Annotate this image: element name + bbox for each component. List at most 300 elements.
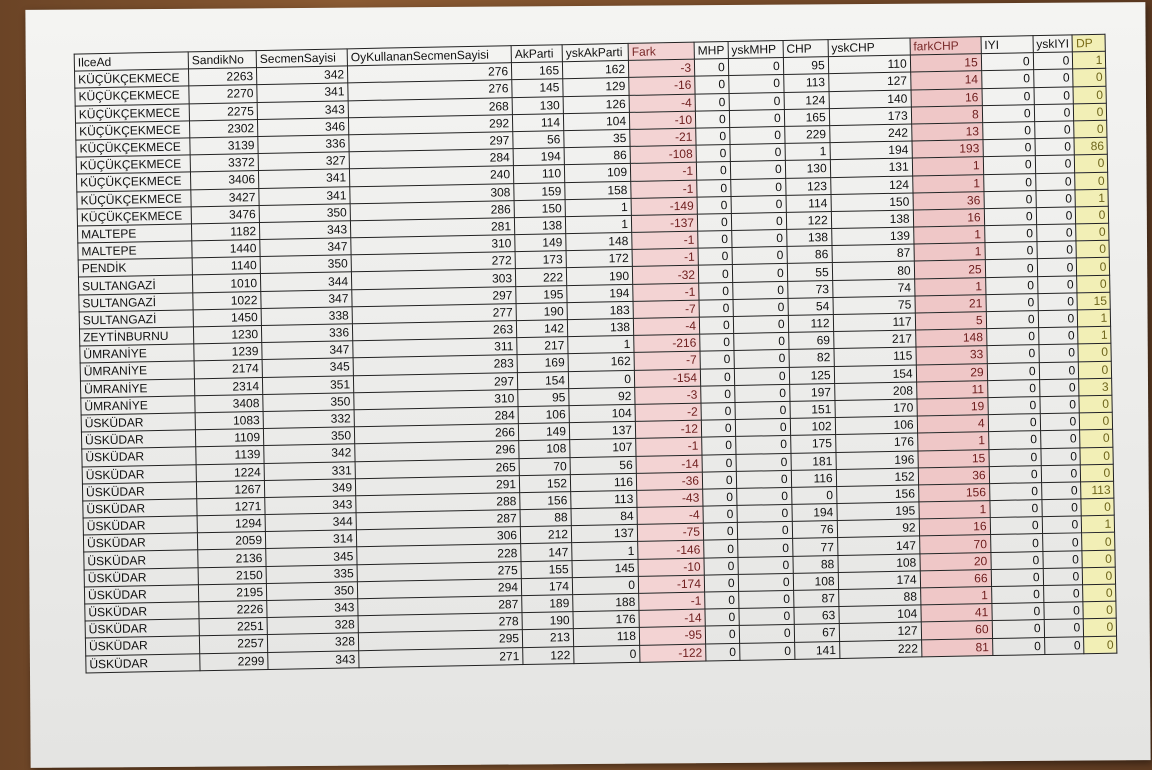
cell-iyi: 0 [990,500,1042,518]
cell-ilcead: ÜSKÜDAR [84,550,198,569]
cell-oykullanansecmensayisi: 271 [359,647,523,667]
cell-iyi: 0 [981,53,1033,71]
cell-iyi: 0 [987,345,1039,363]
cell-chp: 130 [785,160,830,178]
cell-secmensayisi: 331 [264,461,355,480]
cell-yskmhp: 0 [732,247,787,265]
cell-yskakparti: 162 [562,61,628,79]
cell-chp: 229 [784,126,829,144]
cell-akparti: 194 [513,148,564,166]
cell-yskchp: 127 [828,72,910,91]
cell-fark: -95 [639,626,705,644]
cell-oykullanansecmensayisi: 308 [350,183,514,203]
cell-chp: 124 [784,91,829,109]
cell-yskchp: 140 [829,90,911,109]
cell-chp: 122 [786,211,831,229]
cell-iyi: 0 [986,311,1038,329]
cell-dp: 0 [1080,447,1113,465]
cell-yskmhp: 0 [737,504,792,522]
cell-ilcead: KÜÇÜKÇEKMECE [76,138,190,157]
spreadsheet-printout [74,34,1118,673]
cell-farkchp: 1 [919,501,990,520]
cell-akparti: 88 [520,509,571,527]
cell-oykullanansecmensayisi: 294 [357,578,521,598]
cell-secmensayisi: 345 [266,547,357,566]
cell-oykullanansecmensayisi: 288 [356,492,520,512]
cell-chp: 138 [786,229,831,247]
cell-iyi: 0 [985,276,1037,294]
cell-ilcead: ÜSKÜDAR [83,516,197,535]
cell-akparti: 152 [519,474,570,492]
cell-oykullanansecmensayisi: 291 [355,475,519,495]
cell-yskiyi: 0 [1038,293,1078,311]
cell-yskchp: 154 [834,365,916,384]
cell-akparti: 190 [522,612,573,630]
cell-dp: 0 [1083,567,1116,585]
cell-secmensayisi: 341 [258,169,349,188]
cell-yskiyi: 0 [1044,619,1084,637]
cell-dp: 113 [1081,481,1114,499]
cell-oykullanansecmensayisi: 228 [357,544,521,564]
cell-yskiyi: 0 [1038,310,1078,328]
cell-chp: 197 [789,383,834,401]
cell-sandikno: 1294 [197,515,265,533]
cell-secmensayisi: 341 [259,186,350,205]
cell-chp: 87 [793,590,838,608]
cell-yskmhp: 0 [735,401,790,419]
cell-secmensayisi: 327 [258,152,349,171]
cell-yskchp: 194 [830,141,912,160]
cell-yskchp: 88 [838,588,920,607]
cell-yskakparti: 113 [571,490,637,508]
cell-chp: 55 [787,263,832,281]
cell-fark: -12 [635,420,701,438]
cell-sandikno: 2251 [199,618,267,636]
column-header-ilcead: IlceAd [74,52,188,71]
cell-dp: 1 [1082,515,1115,533]
cell-yskakparti: 188 [573,593,639,611]
cell-akparti: 114 [512,113,563,131]
cell-dp: 0 [1076,240,1109,258]
cell-yskchp: 110 [828,55,910,74]
cell-farkchp: 36 [913,191,984,210]
cell-yskakparti: 1 [565,198,631,216]
cell-dp: 3 [1079,378,1112,396]
cell-sandikno: 1267 [196,480,264,498]
cell-mhp: 0 [701,402,735,420]
cell-oykullanansecmensayisi: 278 [358,613,522,633]
cell-yskakparti: 104 [563,112,629,130]
cell-oykullanansecmensayisi: 283 [353,355,517,375]
cell-fark: -14 [636,455,702,473]
cell-iyi: 0 [989,448,1041,466]
cell-iyi: 0 [990,517,1042,535]
cell-ilcead: ÜMRANİYE [81,396,195,415]
cell-iyi: 0 [984,225,1036,243]
column-header-secmensayisi: SecmenSayisi [256,49,347,68]
cell-yskchp: 152 [836,468,918,487]
cell-yskchp: 156 [836,485,918,504]
cell-chp: 194 [792,504,837,522]
cell-mhp: 0 [705,626,739,644]
cell-ilcead: ÜSKÜDAR [85,636,199,655]
cell-yskmhp: 0 [737,522,792,540]
cell-akparti: 95 [518,388,569,406]
cell-sandikno: 2314 [194,377,262,395]
cell-ilcead: ÜSKÜDAR [84,585,198,604]
cell-akparti: 155 [521,560,572,578]
cell-yskchp: 75 [833,296,915,315]
cell-chp: 0 [791,486,836,504]
cell-yskmhp: 0 [736,453,791,471]
cell-fark: -3 [628,59,694,77]
cell-farkchp: 156 [918,483,989,502]
cell-dp: 0 [1076,223,1109,241]
column-header-yskiyi: yskIYI [1033,35,1073,53]
cell-iyi: 0 [992,637,1044,655]
cell-akparti: 190 [516,302,567,320]
cell-yskchp: 117 [833,313,915,332]
cell-ilcead: ÜMRANİYE [80,378,194,397]
cell-yskiyi: 0 [1035,138,1075,156]
cell-fark: -108 [630,145,696,163]
cell-yskchp: 208 [834,382,916,401]
cell-yskakparti: 158 [565,181,631,199]
cell-farkchp: 41 [921,604,992,623]
cell-secmensayisi: 342 [256,66,347,85]
cell-ilcead: KÜÇÜKÇEKMECE [76,155,190,174]
cell-iyi: 0 [983,173,1035,191]
cell-fark: -4 [633,317,699,335]
cell-fark: -3 [635,386,701,404]
cell-ilcead: ÜSKÜDAR [85,619,199,638]
cell-yskakparti: 35 [564,129,630,147]
cell-yskchp: 222 [839,639,921,658]
cell-yskakparti: 172 [566,250,632,268]
cell-fark: -10 [638,558,704,576]
cell-yskchp: 131 [830,158,912,177]
table-body [75,51,1118,672]
cell-farkchp: 8 [911,105,982,124]
cell-ilcead: KÜÇÜKÇEKMECE [76,121,190,140]
cell-akparti: 130 [512,96,563,114]
cell-akparti: 149 [518,423,569,441]
cell-iyi: 0 [991,586,1043,604]
cell-dp: 0 [1083,584,1116,602]
cell-yskmhp: 0 [729,92,784,110]
cell-secmensayisi: 335 [266,564,357,583]
cell-mhp: 0 [702,454,736,472]
cell-secmensayisi: 328 [267,616,358,635]
cell-ilcead: ÜSKÜDAR [85,602,199,621]
cell-fark: -4 [637,506,703,524]
cell-dp: 0 [1084,636,1117,654]
cell-fark: -7 [633,300,699,318]
cell-yskchp: 242 [829,124,911,143]
cell-chp: 95 [783,57,828,75]
cell-mhp: 0 [703,488,737,506]
cell-chp: 113 [783,74,828,92]
cell-yskmhp: 0 [728,58,783,76]
cell-ilcead: ÜSKÜDAR [82,481,196,500]
paper-sheet [25,2,1150,768]
cell-yskmhp: 0 [730,178,785,196]
cell-akparti: 174 [521,577,572,595]
cell-iyi: 0 [991,551,1043,569]
cell-mhp: 0 [697,196,731,214]
cell-yskiyi: 0 [1043,550,1083,568]
cell-ilcead: SULTANGAZİ [78,275,192,294]
cell-oykullanansecmensayisi: 277 [352,303,516,323]
cell-mhp: 0 [698,231,732,249]
cell-sandikno: 2226 [199,600,267,618]
cell-fark: -32 [632,266,698,284]
cell-ilcead: ÜMRANİYE [80,344,194,363]
cell-yskchp: 196 [836,450,918,469]
cell-fark: -36 [636,472,702,490]
cell-chp: 77 [792,538,837,556]
cell-yskakparti: 56 [570,456,636,474]
cell-fark: -16 [629,77,695,95]
cell-akparti: 217 [517,337,568,355]
cell-mhp: 0 [700,351,734,369]
cell-fark: -1 [632,248,698,266]
cell-yskchp: 139 [831,227,913,246]
cell-akparti: 195 [516,285,567,303]
cell-farkchp: 11 [916,380,987,399]
cell-secmensayisi: 328 [267,633,358,652]
cell-yskakparti: 176 [573,611,639,629]
cell-yskmhp: 0 [735,436,790,454]
cell-yskmhp: 0 [729,126,784,144]
cell-chp: 86 [787,246,832,264]
cell-akparti: 222 [515,268,566,286]
cell-chp: 114 [786,194,831,212]
cell-akparti: 154 [517,371,568,389]
cell-dp: 0 [1074,103,1107,121]
cell-secmensayisi: 350 [263,393,354,412]
cell-iyi: 0 [989,465,1041,483]
cell-yskchp: 80 [832,261,914,280]
election-results-table [74,34,1118,673]
cell-oykullanansecmensayisi: 287 [356,510,520,530]
cell-oykullanansecmensayisi: 266 [354,424,518,444]
cell-dp: 0 [1082,550,1115,568]
cell-akparti: 212 [520,526,571,544]
cell-chp: 112 [788,315,833,333]
cell-yskiyi: 0 [1043,568,1083,586]
cell-yskakparti: 118 [573,628,639,646]
cell-sandikno: 2270 [189,85,257,103]
cell-iyi: 0 [992,620,1044,638]
cell-oykullanansecmensayisi: 297 [352,286,516,306]
cell-fark: -7 [634,351,700,369]
cell-dp: 0 [1078,344,1111,362]
cell-sandikno: 2195 [198,583,266,601]
cell-dp: 1 [1078,309,1111,327]
cell-sandikno: 1109 [195,429,263,447]
cell-yskmhp: 0 [736,470,791,488]
cell-fark: -122 [640,644,706,662]
cell-dp: 0 [1077,258,1110,276]
cell-mhp: 0 [704,574,738,592]
cell-dp: 0 [1082,533,1115,551]
cell-yskmhp: 0 [731,195,786,213]
cell-chp: 123 [785,177,830,195]
cell-farkchp: 1 [920,587,991,606]
cell-iyi: 0 [984,190,1036,208]
cell-akparti: 142 [516,320,567,338]
cell-sandikno: 2136 [198,549,266,567]
cell-dp: 0 [1081,498,1114,516]
cell-yskiyi: 0 [1033,52,1073,70]
cell-yskakparti: 194 [567,284,633,302]
column-header-yskmhp: yskMHP [728,40,783,58]
cell-akparti: 145 [512,79,563,97]
cell-yskmhp: 0 [738,573,793,591]
cell-yskchp: 173 [829,107,911,126]
cell-yskmhp: 0 [728,75,783,93]
cell-sandikno: 3408 [195,394,263,412]
cell-yskmhp: 0 [737,539,792,557]
cell-iyi: 0 [990,534,1042,552]
cell-sandikno: 2275 [189,102,257,120]
cell-farkchp: 1 [914,277,985,296]
cell-sandikno: 2299 [200,652,268,670]
cell-sandikno: 1230 [193,326,261,344]
cell-secmensayisi: 343 [268,650,359,669]
cell-mhp: 0 [705,609,739,627]
cell-yskiyi: 0 [1035,172,1075,190]
cell-mhp: 0 [700,334,734,352]
cell-ilcead: KÜÇÜKÇEKMECE [77,207,191,226]
cell-chp: 151 [790,400,835,418]
cell-chp: 102 [790,418,835,436]
cell-akparti: 138 [514,217,565,235]
cell-yskiyi: 0 [1039,379,1079,397]
cell-oykullanansecmensayisi: 284 [354,407,518,427]
cell-farkchp: 16 [919,518,990,537]
cell-secmensayisi: 344 [260,272,351,291]
cell-dp: 0 [1079,361,1112,379]
cell-mhp: 0 [699,316,733,334]
cell-chp: 165 [784,108,829,126]
cell-oykullanansecmensayisi: 311 [353,338,517,358]
cell-secmensayisi: 350 [263,427,354,446]
cell-chp: 116 [791,469,836,487]
cell-mhp: 0 [698,265,732,283]
cell-yskchp: 170 [835,399,917,418]
cell-mhp: 0 [695,93,729,111]
cell-chp: 175 [790,435,835,453]
cell-chp: 141 [794,641,839,659]
cell-ilcead: ÜSKÜDAR [81,413,195,432]
cell-akparti: 156 [520,491,571,509]
cell-secmensayisi: 343 [259,221,350,240]
cell-yskiyi: 0 [1040,413,1080,431]
cell-farkchp: 4 [917,415,988,434]
cell-mhp: 0 [703,506,737,524]
cell-fark: -43 [637,489,703,507]
cell-dp: 0 [1075,155,1108,173]
cell-yskakparti: 183 [567,301,633,319]
cell-yskmhp: 0 [739,625,794,643]
cell-yskakparti: 126 [563,95,629,113]
cell-dp: 0 [1083,601,1116,619]
cell-yskiyi: 0 [1034,86,1074,104]
column-header-sandikno: SandikNo [188,51,256,69]
cell-secmensayisi: 336 [258,135,349,154]
cell-yskchp: 195 [837,502,919,521]
cell-yskakparti: 1 [572,542,638,560]
cell-yskiyi: 0 [1041,465,1081,483]
cell-yskchp: 104 [839,605,921,624]
cell-mhp: 0 [704,540,738,558]
cell-dp: 0 [1073,86,1106,104]
column-header-chp: CHP [783,40,828,58]
cell-ilcead: SULTANGAZİ [79,310,193,329]
cell-sandikno: 1010 [192,274,260,292]
cell-secmensayisi: 338 [261,307,352,326]
cell-mhp: 0 [696,145,730,163]
cell-yskmhp: 0 [738,556,793,574]
cell-iyi: 0 [983,139,1035,157]
cell-yskakparti: 0 [574,645,640,663]
cell-chp: 67 [794,624,839,642]
cell-yskakparti: 104 [569,404,635,422]
column-header-farkchp: farkCHP [910,37,981,56]
cell-fark: -10 [629,111,695,129]
cell-chp: 108 [793,572,838,590]
cell-akparti: 213 [522,629,573,647]
cell-oykullanansecmensayisi: 272 [351,252,515,272]
cell-yskiyi: 0 [1041,482,1081,500]
cell-yskiyi: 0 [1034,104,1074,122]
cell-fark: -1 [636,437,702,455]
cell-mhp: 0 [703,523,737,541]
cell-yskakparti: 86 [564,147,630,165]
cell-akparti: 173 [515,251,566,269]
cell-chp: 73 [787,280,832,298]
cell-fark: -1 [631,180,697,198]
cell-sandikno: 1450 [193,308,261,326]
cell-mhp: 0 [701,385,735,403]
column-header-oykullanansecmensayisi: OyKullananSecmenSayisi [347,46,511,66]
cell-fark: -154 [634,369,700,387]
cell-yskiyi: 0 [1036,207,1076,225]
cell-mhp: 0 [695,110,729,128]
cell-yskmhp: 0 [730,144,785,162]
cell-yskiyi: 0 [1039,361,1079,379]
cell-sandikno: 2059 [197,532,265,550]
cell-yskiyi: 0 [1036,190,1076,208]
cell-farkchp: 15 [918,449,989,468]
cell-yskmhp: 0 [736,487,791,505]
cell-oykullanansecmensayisi: 296 [355,441,519,461]
cell-ilcead: ZEYTİNBURNU [79,327,193,346]
column-header-yskchp: yskCHP [828,38,910,57]
cell-secmensayisi: 351 [262,375,353,394]
cell-oykullanansecmensayisi: 303 [351,269,515,289]
column-header-akparti: AkParti [511,45,562,63]
cell-yskakparti: 137 [571,525,637,543]
cell-sandikno: 2150 [198,566,266,584]
cell-yskmhp: 0 [734,384,789,402]
cell-yskchp: 124 [830,176,912,195]
cell-dp: 0 [1073,69,1106,87]
cell-oykullanansecmensayisi: 265 [355,458,519,478]
cell-oykullanansecmensayisi: 306 [356,527,520,547]
